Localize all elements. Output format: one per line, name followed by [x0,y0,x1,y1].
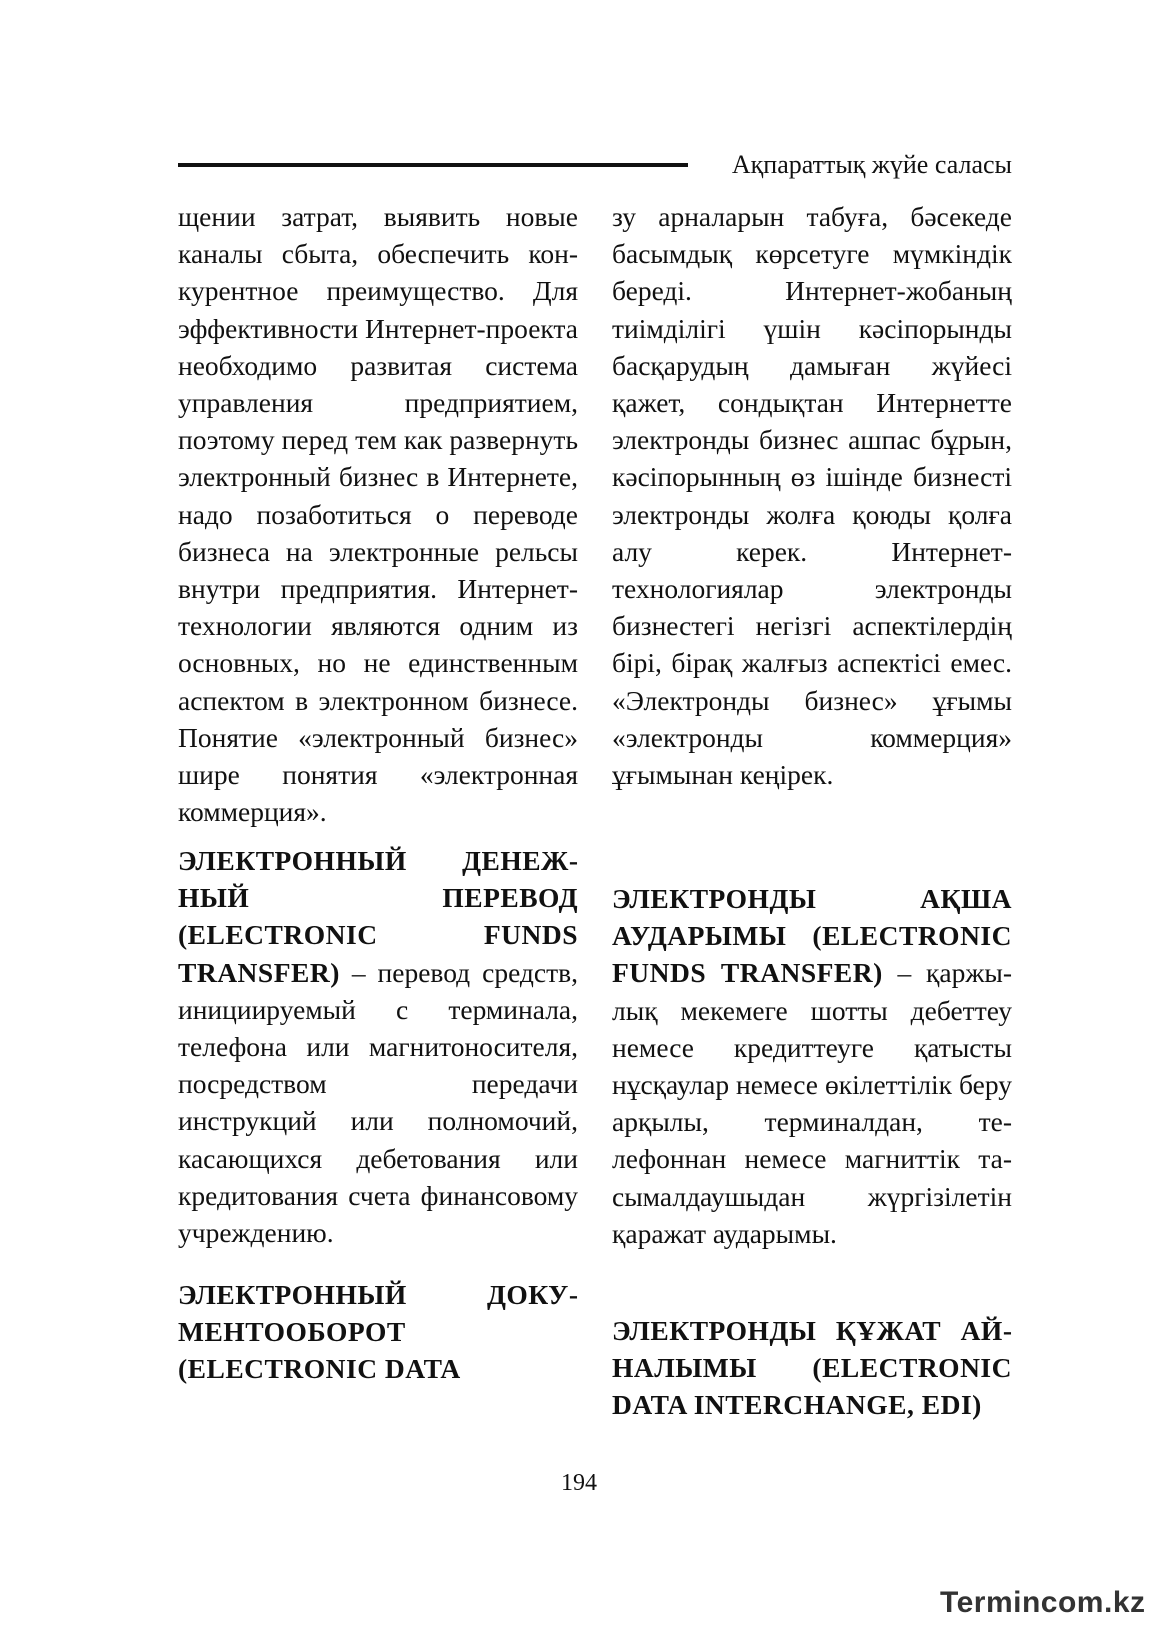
left-entry-1 [178,842,578,1251]
termincom-watermark: Termincom.kz [940,1586,1146,1619]
left-entry-electronic-data [178,1276,578,1388]
right-entry-1-definition: – қаржылық мекемеге шотты дебеттеу немесе кредиттеуге қатысты нұсқаулар немесе өкілеттілік беру арқылы, терминалдан, телефоннан немесе магниттік тасымалдаушыдан жүргізілетін қаражат аударымы. [612,957,1012,1249]
left-entry-2 [178,1276,578,1388]
right-entry-2-term: ЭЛЕКТРОНДЫ ҚҰЖАТ АЙНАЛЫМЫ (ELECTRONIC DATA INTERCHANGE, EDI) [612,1315,1012,1421]
page-number: 194 [561,1470,597,1496]
left-entry-electronic-funds-transfer [178,842,578,1251]
left-continuation-text: щении затрат, выявить новые каналы сбыта, обеспечить конкурентное преимущество. Для эффективности Интернет-проекта необходимо развитая система управления предприятием, поэтому перед тем как развернуть электронный бизнес в Интернете, надо позаботиться о переводе бизнеса на электронные рельсы внутри предприятия. Интернет-технологии являются одним из основных, но не единственным аспектом в электронном бизнесе. Понятие «электронный бизнес» шире понятия «электронная коммерция». [178,201,578,828]
right-entry-1-term: ЭЛЕКТРОНДЫ АҚША АУДАРЫМЫ (ELECTRONIC FUNDS TRANSFER) [612,883,1012,989]
right-column [612,198,1012,793]
right-entry-1 [612,880,1012,1252]
running-header-title: Ақпараттық жүйе саласы [731,150,1012,179]
left-entry-1-definition: – перевод средств, инициируемый с терминала, телефона или магнитоносителя, посредством передачи инструкций или полномочий, касающихся дебетования или кредитования счета финансовому учреждению. [178,956,578,1249]
left-entry-2-term: ЭЛЕКТРОННЫЙ ДОКУМЕНТООБОРОТ (ELECTRONIC DATA [178,1279,578,1385]
header-rule [178,163,688,167]
right-entry-2 [612,1312,1012,1424]
right-entry-electronic-data-interchange [612,1312,1012,1424]
left-entry-1-term: ЭЛЕКТРОННЫЙ ДЕНЕЖНЫЙ ПЕРЕВОД (ELECTRONIC FUNDS TRANSFER) [178,845,578,988]
left-column [178,198,578,830]
running-header [178,148,1012,184]
right-continuation-text: зу арналарын табуға, бәсекеде басымдық көрсетуге мүмкіндік береді. Интернет-жобаның тиімділігі үшін кәсіпорынды басқарудың дамыған жүйесі қажет, сондықтан Интернетте электронды бизнес ашпас бұрын, кәсіпорынның өз ішінде бизнесті электронды жолға қоюды қолға алу керек. Интернет-технологиялар электронды бизнестегі негізгі аспектілердің бірі, бірақ жалғыз аспектісі емес. «Электронды бизнес» ұғымы «электронды коммерция» ұғымынан кеңірек. [612,201,1012,791]
right-entry-electronic-funds-transfer [612,880,1012,1252]
